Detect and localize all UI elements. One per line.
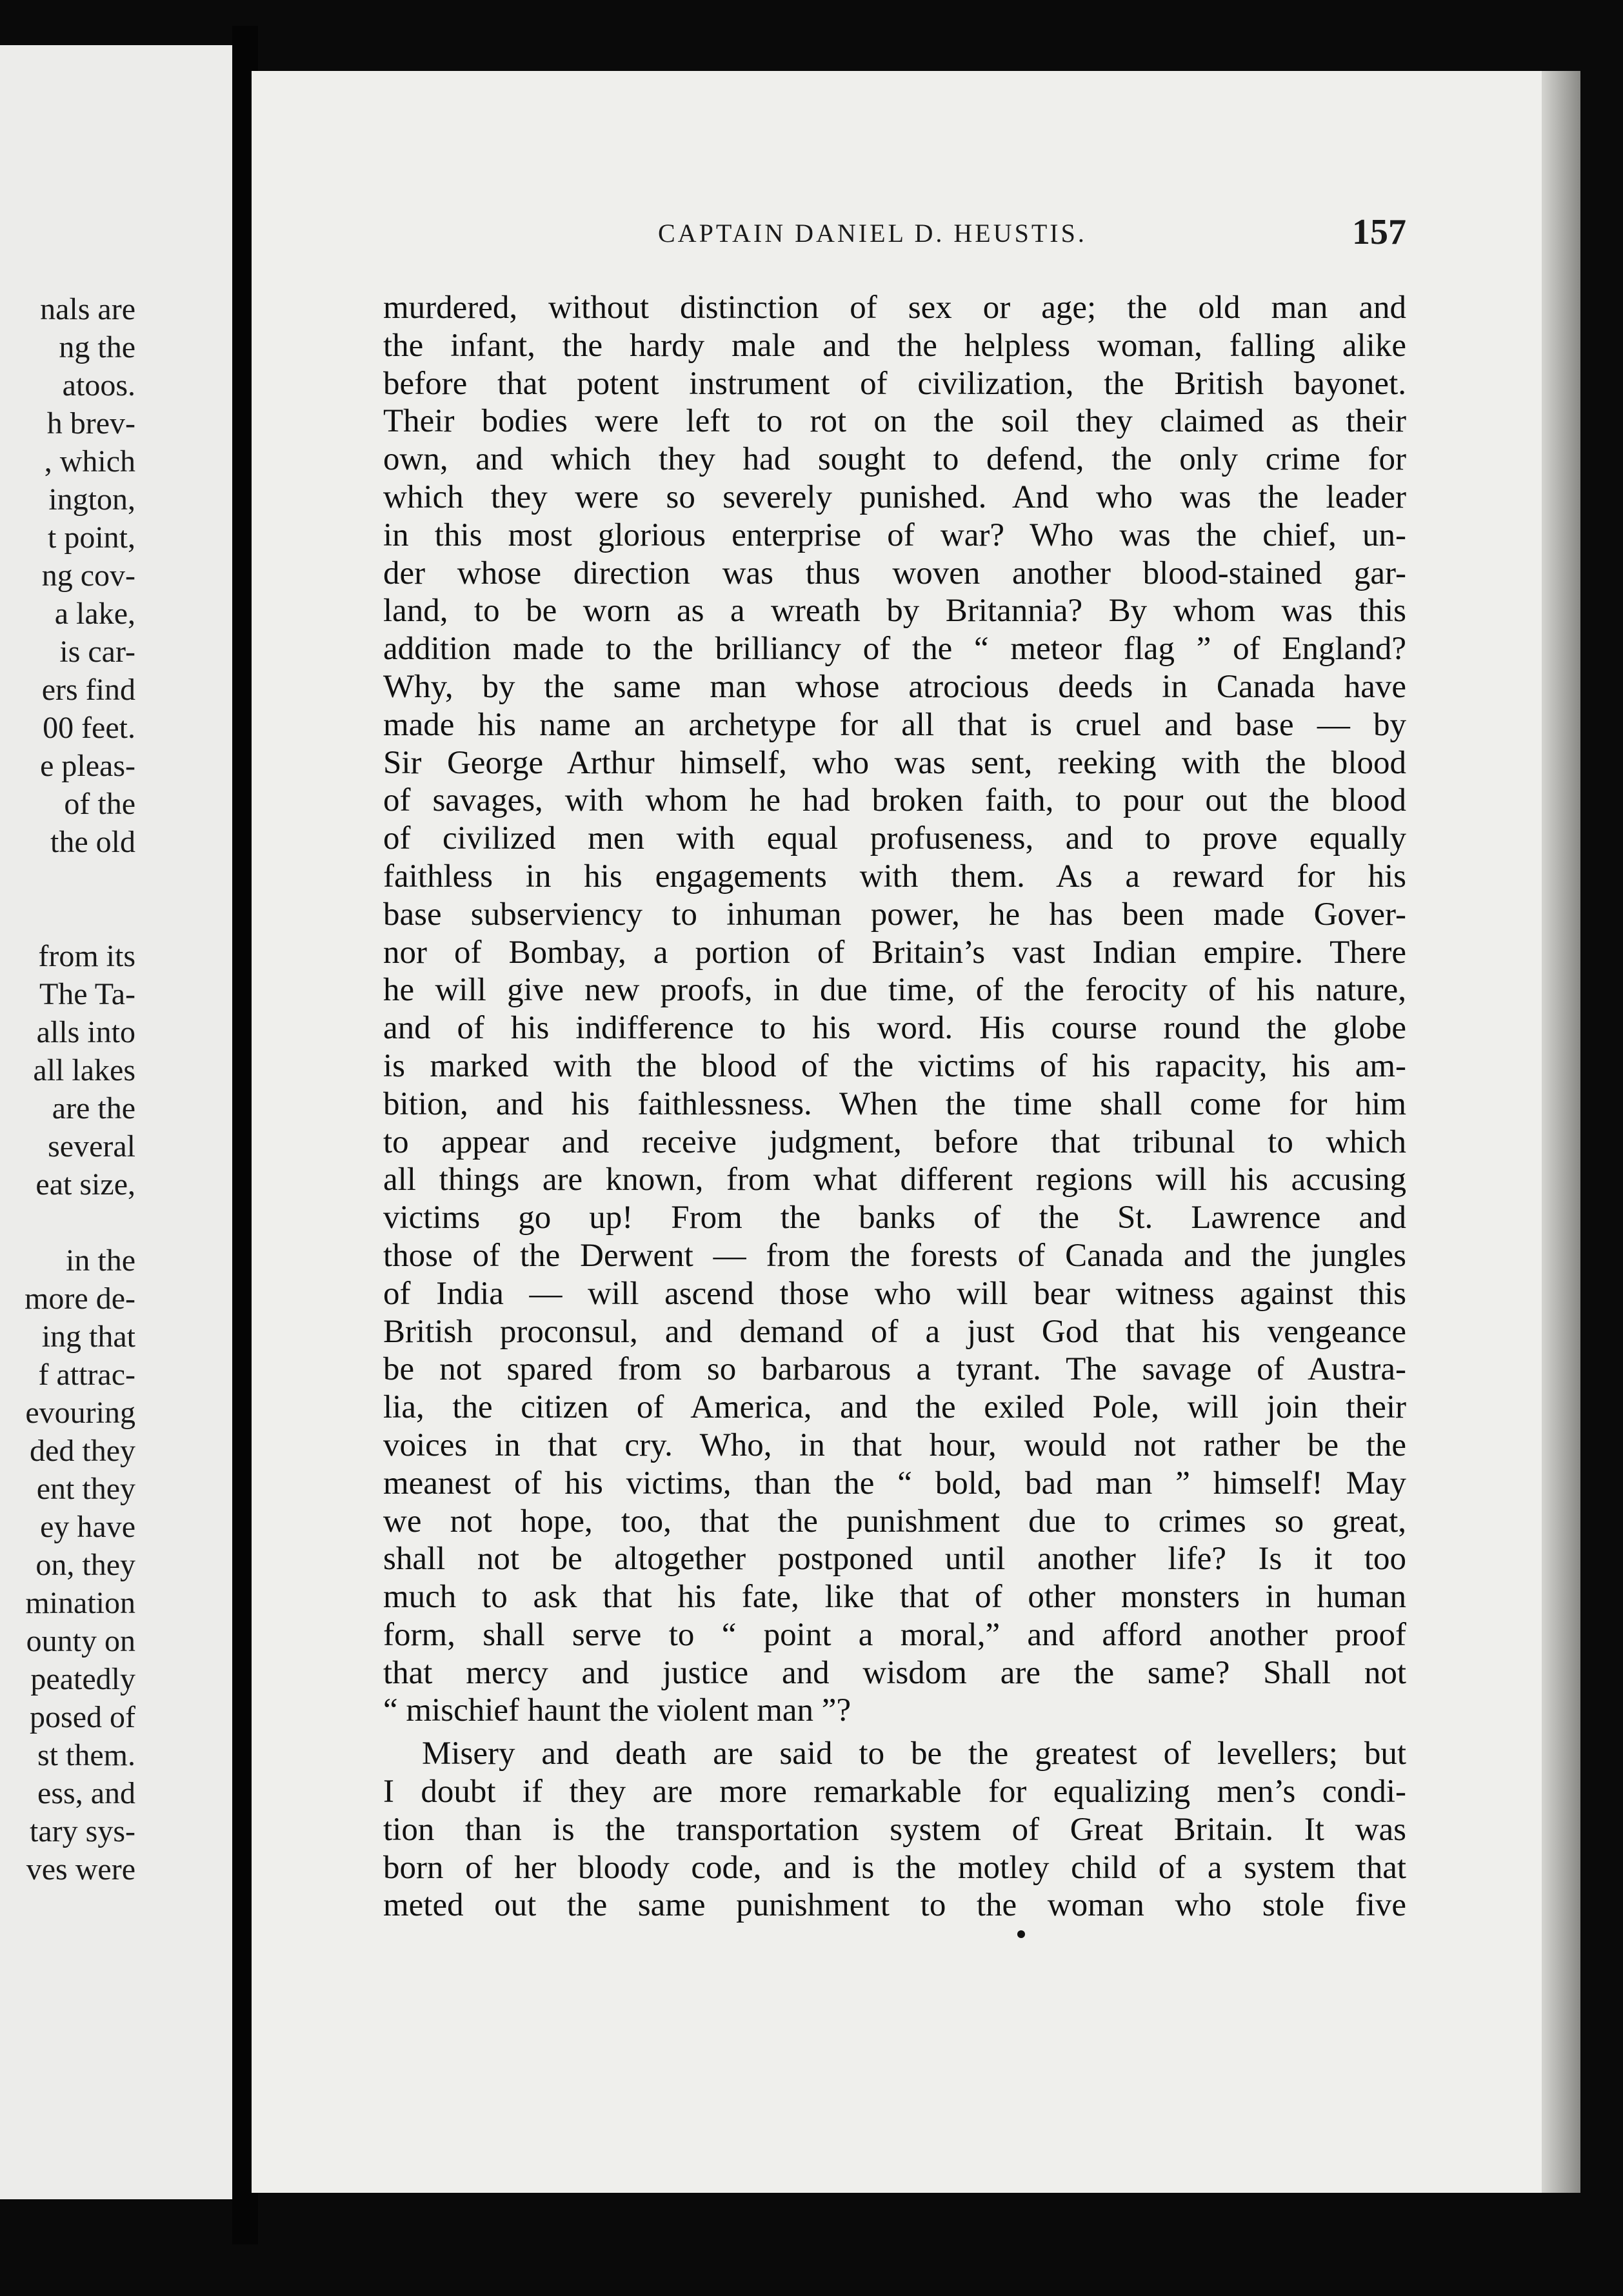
text-line: and of his indifference to his word. His course round the globe (383, 1010, 1406, 1047)
paragraph-1 (383, 289, 1406, 1730)
text-line: we not hope, too, that the punishment due to crimes so great, (383, 1503, 1406, 1539)
left-fragment-line: all lakes (33, 1053, 135, 1087)
left-fragment-line: ing that (41, 1320, 135, 1354)
left-fragment-line: alls into (36, 1015, 135, 1049)
left-fragment-line: The Ta- (39, 977, 135, 1011)
paragraph-2 (383, 1735, 1406, 1925)
text-line: voices in that cry. Who, in that hour, would not rather be the (383, 1427, 1406, 1463)
text-line: faithless in his engagements with them. As a reward for his (383, 858, 1406, 895)
text-line: be not spared from so barbarous a tyrant. The savage of Austra- (383, 1351, 1406, 1388)
paragraph-gap (383, 1730, 1406, 1735)
left-fragment-line: are the (52, 1091, 135, 1125)
body-text (383, 289, 1406, 1925)
left-fragment-line: more de- (25, 1282, 135, 1316)
text-line: Sir George Arthur himself, who was sent, reeking with the blood (383, 744, 1406, 781)
left-fragment-line: from its (38, 939, 135, 973)
text-line: much to ask that his fate, like that of other monsters in human (383, 1579, 1406, 1616)
signature-mark (1017, 1930, 1025, 1938)
left-page (0, 45, 240, 2199)
left-fragment-line: ers find (41, 673, 135, 707)
text-line: made his name an archetype for all that is cruel and base — by (383, 706, 1406, 743)
left-fragment-line: ded they (30, 1434, 135, 1468)
text-line: lia, the citizen of America, and the exiled Pole, will join their (383, 1389, 1406, 1426)
left-fragment-line: , which (44, 444, 135, 479)
text-line: of savages, with whom he had broken faith, to pour out the blood (383, 782, 1406, 819)
text-line: in this most glorious enterprise of war? Who was the chief, un- (383, 517, 1406, 553)
text-line: “ mischief haunt the violent man ”? (383, 1692, 851, 1729)
left-fragment-line: st them. (37, 1738, 135, 1772)
text-line: shall not be altogether postponed until another life? Is it too (383, 1541, 1406, 1578)
left-fragment-line: ess, and (37, 1776, 135, 1810)
text-line: all things are known, from what different regions will his accusing (383, 1162, 1406, 1198)
left-fragment-line: ent they (36, 1472, 135, 1506)
text-line: nor of Bombay, a portion of Britain’s vast Indian empire. There (383, 934, 1406, 971)
left-fragment-line: evouring (25, 1396, 135, 1430)
text-line: I doubt if they are more remarkable for equalizing men’s condi- (383, 1774, 1406, 1810)
left-fragment-line: eat size, (35, 1167, 135, 1202)
text-line: murdered, without distinction of sex or age; the old man and (383, 290, 1406, 326)
left-fragment-line: ng the (59, 330, 135, 364)
left-fragment-line: e pleas- (40, 749, 135, 783)
left-fragment-line: atoos. (62, 368, 135, 402)
running-head (658, 212, 1406, 257)
left-fragment-line: of the (64, 787, 135, 821)
text-line: bition, and his faithlessness. When the time shall come for him (383, 1085, 1406, 1122)
text-line: before that potent instrument of civilization, the British bayonet. (383, 365, 1406, 402)
page-edge-shadow (1542, 71, 1580, 2193)
text-line: which they were so severely punished. And who was the leader (383, 479, 1406, 515)
text-line: Misery and death are said to be the greatest of levellers; but (422, 1736, 1406, 1772)
text-line: base subserviency to inhuman power, he has been made Gover- (383, 896, 1406, 933)
left-fragment-line: peatedly (30, 1662, 135, 1696)
text-line: of India — will ascend those who will bear witness against this (383, 1275, 1406, 1312)
text-line: those of the Derwent — from the forests of Canada and the jungles (383, 1237, 1406, 1274)
text-line: of civilized men with equal profuseness, and to prove equally (383, 820, 1406, 857)
left-page-text-fragments (25, 290, 135, 1888)
left-fragment-line: h brev- (46, 406, 135, 440)
left-fragment-line: several (48, 1129, 135, 1163)
text-line: tion than is the transportation system of Great Britain. It was (383, 1811, 1406, 1848)
text-line: addition made to the brilliancy of the “ meteor flag ” of England? (383, 631, 1406, 668)
text-line: Their bodies were left to rot on the soil they claimed as their (383, 403, 1406, 440)
text-line: that mercy and justice and wisdom are the same? Shall not (383, 1654, 1406, 1691)
left-fragment-line (25, 899, 135, 937)
left-fragment-line (25, 861, 135, 899)
text-line: born of her bloody code, and is the motley child of a system that (383, 1849, 1406, 1886)
left-fragment-line: ves were (26, 1852, 135, 1886)
left-fragment-line: tary sys- (30, 1814, 135, 1848)
text-line: own, and which they had sought to defend, the only crime for (383, 441, 1406, 478)
text-line: land, to be worn as a wreath by Britannia? By whom was this (383, 593, 1406, 629)
left-fragment-line: ng cov- (41, 559, 135, 593)
left-fragment-line: ey have (40, 1510, 135, 1544)
left-fragment-line: ounty on (26, 1624, 135, 1658)
left-fragment-line: is car- (59, 635, 135, 669)
text-line: Why, by the same man whose atrocious deeds in Canada have (383, 668, 1406, 705)
left-fragment-line (25, 1203, 135, 1242)
left-fragment-line: a lake, (54, 597, 135, 631)
text-line: victims go up! From the banks of the St. Lawrence and (383, 1200, 1406, 1236)
left-fragment-line: the old (50, 825, 135, 859)
text-line: to appear and receive judgment, before that tribunal to which (383, 1123, 1406, 1160)
text-line: is marked with the blood of the victims of his rapacity, his am- (383, 1047, 1406, 1084)
page-number: 157 (1352, 212, 1406, 252)
text-line: he will give new proofs, in due time, of the ferocity of his nature, (383, 972, 1406, 1009)
left-fragment-line: mination (25, 1586, 135, 1620)
text-line: meted out the same punishment to the woman who stole five (383, 1887, 1406, 1924)
text-line: the infant, the hardy male and the helpless woman, falling alike (383, 327, 1406, 364)
left-fragment-line: f attrac- (38, 1358, 135, 1392)
left-fragment-line: nals are (40, 292, 135, 326)
left-fragment-line: 00 feet. (43, 711, 135, 745)
left-fragment-line: t point, (47, 520, 135, 555)
text-line: form, shall serve to “ point a moral,” and afford another proof (383, 1616, 1406, 1653)
running-head-title: CAPTAIN DANIEL D. HEUSTIS. (658, 219, 1087, 248)
text-line: British proconsul, and demand of a just God that his vengeance (383, 1313, 1406, 1350)
left-fragment-line: ington, (48, 482, 135, 517)
text-line: der whose direction was thus woven another blood-stained gar- (383, 555, 1406, 591)
left-fragment-line: posed of (30, 1700, 135, 1734)
left-fragment-line: on, they (35, 1548, 135, 1582)
left-fragment-line: in the (66, 1243, 135, 1278)
text-line: meanest of his victims, than the “ bold, bad man ” himself! May (383, 1465, 1406, 1501)
